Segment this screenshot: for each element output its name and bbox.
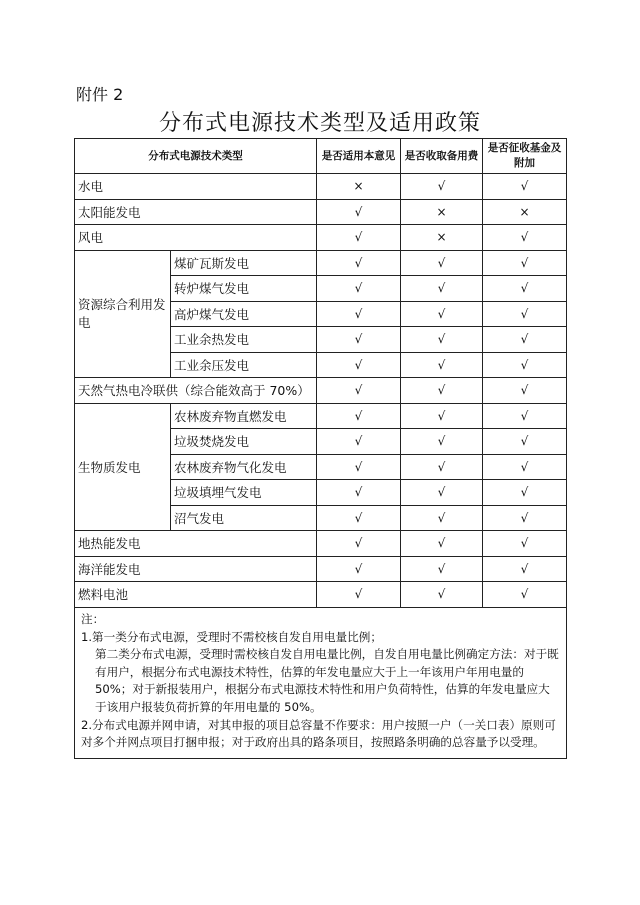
row-label: 天然气热电冷联供（综合能效高于 70%） <box>75 378 317 404</box>
table-row <box>75 199 567 225</box>
table-row <box>75 582 567 608</box>
cell-col1: √ <box>317 301 401 327</box>
cell-col2: √ <box>401 174 483 200</box>
cell-col2: × <box>401 199 483 225</box>
cell-col1: √ <box>317 352 401 378</box>
cell-col3: √ <box>483 403 567 429</box>
cell-col3: √ <box>483 454 567 480</box>
cell-col3: √ <box>483 429 567 455</box>
row-label: 高炉煤气发电 <box>171 301 317 327</box>
cell-col1: √ <box>317 480 401 506</box>
cell-col1: √ <box>317 276 401 302</box>
cell-col3: √ <box>483 556 567 582</box>
cell-col2: √ <box>401 480 483 506</box>
cell-col3: √ <box>483 480 567 506</box>
cell-col2: √ <box>401 582 483 608</box>
row-label: 垃圾焚烧发电 <box>171 429 317 455</box>
cell-col3: √ <box>483 174 567 200</box>
attachment-label: 附件 2 <box>76 85 124 104</box>
row-label: 沼气发电 <box>171 505 317 531</box>
cell-col1: √ <box>317 454 401 480</box>
header-col3: 是否征收基金及附加 <box>483 139 567 174</box>
page-title: 分布式电源技术类型及适用政策 <box>158 111 481 136</box>
cell-col2: √ <box>401 327 483 353</box>
cell-col2: √ <box>401 403 483 429</box>
note-1-detail: 第二类分布式电源，受理时需校核自发自用电量比例，自发自用电量比例确定方法：对于既有用户，根据分布式电源技术特性，估算的年发电量应大于上一年该用户年用电量的 50%；对于新报装用户，根据分布式电源技术特性和用户负荷特性，估算的年发电量应大于该用户报装负荷折算的年用电量的 50%。 <box>95 647 559 714</box>
row-label: 垃圾填埋气发电 <box>171 480 317 506</box>
cell-col3: √ <box>483 352 567 378</box>
group-label-biomass: 生物质发电 <box>75 403 171 531</box>
cell-col2: √ <box>401 531 483 557</box>
cell-col2: √ <box>401 454 483 480</box>
table-row <box>75 403 567 429</box>
table-row <box>75 378 567 404</box>
table-row <box>75 174 567 200</box>
row-label: 转炉煤气发电 <box>171 276 317 302</box>
group-label-resource: 资源综合利用发电 <box>75 250 171 378</box>
cell-col3: √ <box>483 505 567 531</box>
cell-col2: √ <box>401 378 483 404</box>
cell-col2: √ <box>401 301 483 327</box>
cell-col2: √ <box>401 352 483 378</box>
cell-col2: × <box>401 225 483 251</box>
cell-col3: √ <box>483 327 567 353</box>
row-label: 煤矿瓦斯发电 <box>171 250 317 276</box>
note-2: 2.分布式电源并网申请，对其申报的项目总容量不作要求：用户按照一户（一关口表）原则可对多个并网点项目打捆申报；对于政府出具的路条项目，按照路条明确的总容量予以受理。 <box>81 717 556 750</box>
cell-col3: √ <box>483 250 567 276</box>
table-row <box>75 250 567 276</box>
table-row <box>75 225 567 251</box>
cell-col2: √ <box>401 250 483 276</box>
header-col1: 是否适用本意见 <box>317 139 401 174</box>
cell-col1: √ <box>317 582 401 608</box>
cell-col2: √ <box>401 556 483 582</box>
cell-col3: √ <box>483 378 567 404</box>
notes-heading: 注： <box>81 612 105 626</box>
notes-box <box>74 608 567 759</box>
cell-col1: √ <box>317 505 401 531</box>
note-1: 1.第一类分布式电源，受理时不需校核自发自用电量比例； <box>81 629 382 644</box>
cell-col2: √ <box>401 505 483 531</box>
row-label: 农林废弃物气化发电 <box>171 454 317 480</box>
cell-col1: √ <box>317 250 401 276</box>
row-label: 工业余压发电 <box>171 352 317 378</box>
policy-table <box>74 138 567 608</box>
row-label: 海洋能发电 <box>75 556 317 582</box>
header-col2: 是否收取备用费 <box>401 139 483 174</box>
table-row <box>75 556 567 582</box>
cell-col1: √ <box>317 429 401 455</box>
cell-col1: √ <box>317 403 401 429</box>
row-label: 水电 <box>75 174 317 200</box>
row-label: 太阳能发电 <box>75 199 317 225</box>
cell-col3: √ <box>483 301 567 327</box>
table-row <box>75 531 567 557</box>
cell-col1: × <box>317 174 401 200</box>
cell-col1: √ <box>317 199 401 225</box>
cell-col3: √ <box>483 225 567 251</box>
cell-col3: √ <box>483 276 567 302</box>
row-label: 农林废弃物直燃发电 <box>171 403 317 429</box>
cell-col1: √ <box>317 327 401 353</box>
cell-col1: √ <box>317 225 401 251</box>
cell-col2: √ <box>401 276 483 302</box>
cell-col1: √ <box>317 378 401 404</box>
row-label: 工业余热发电 <box>171 327 317 353</box>
header-type: 分布式电源技术类型 <box>75 139 317 174</box>
row-label: 风电 <box>75 225 317 251</box>
cell-col2: √ <box>401 429 483 455</box>
cell-col1: √ <box>317 556 401 582</box>
cell-col3: × <box>483 199 567 225</box>
table-header-row <box>75 139 567 174</box>
row-label: 燃料电池 <box>75 582 317 608</box>
cell-col3: √ <box>483 582 567 608</box>
cell-col3: √ <box>483 531 567 557</box>
cell-col1: √ <box>317 531 401 557</box>
row-label: 地热能发电 <box>75 531 317 557</box>
